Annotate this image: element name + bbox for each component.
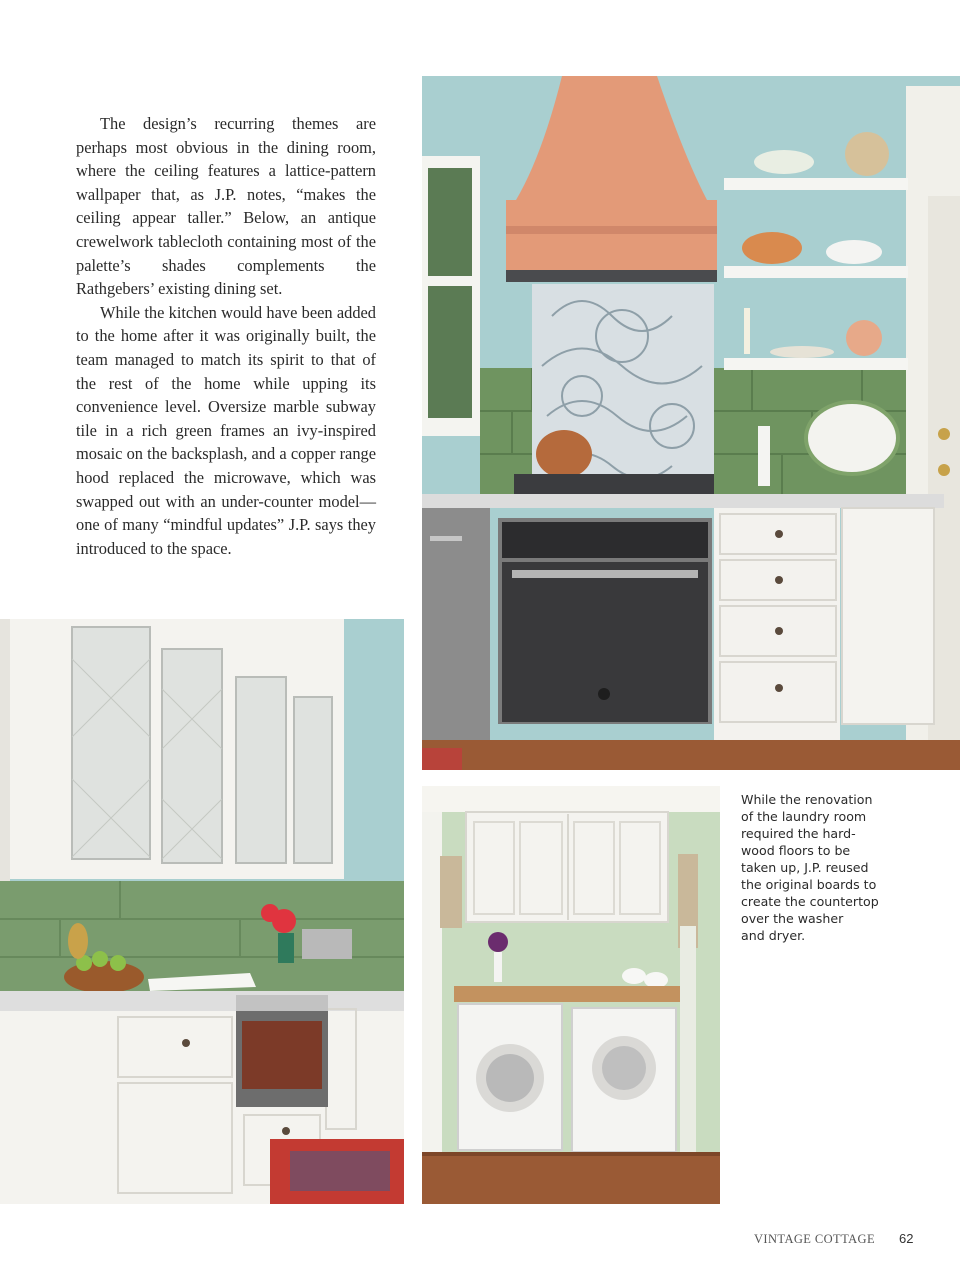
caption-line: taken up, J.P. reused: [741, 860, 869, 875]
caption-line: the original boards to: [741, 877, 877, 892]
butler-pantry-photo: [0, 619, 404, 1204]
caption-line: of the laundry room: [741, 809, 867, 824]
caption-line: wood floors to be: [741, 843, 851, 858]
caption-line: While the renovation: [741, 792, 873, 807]
caption-line: over the washer: [741, 911, 844, 926]
kitchen-range-photo: [422, 76, 960, 770]
article-paragraph-1: The design’s recurring themes are perhaps most obvious in the dining room, where the ceiling features a lattice-pattern wallpaper that, as J.P. notes, “makes the ceiling appear taller.” Below, an antique crewelwork tablecloth containing most of the palette’s shades complements the Rathgebers’ existing dining set.: [76, 114, 376, 299]
laundry-room-photo: [422, 786, 720, 1204]
page-number: 62: [899, 1231, 914, 1246]
article-body: [76, 112, 376, 560]
publication-name: VINTAGE COTTAGE: [754, 1232, 875, 1246]
article-paragraph-2: While the kitchen would have been added to the home after it was originally built, the team managed to match its spirit to that of the rest of the home while upping its convenience level. Oversize marble subway tile in a rich green frames an ivy-inspired mosaic on the backsplash, and a copper range hood replaced the microwave, which was swapped out with an under-counter model—one of many “mindful updates” J.P. says they introduced to the space.: [76, 302, 376, 558]
caption-line: required the hard-: [741, 826, 856, 841]
caption-line: create the countertop: [741, 894, 879, 909]
caption-line: and dryer.: [741, 928, 806, 943]
laundry-caption: [741, 791, 901, 944]
